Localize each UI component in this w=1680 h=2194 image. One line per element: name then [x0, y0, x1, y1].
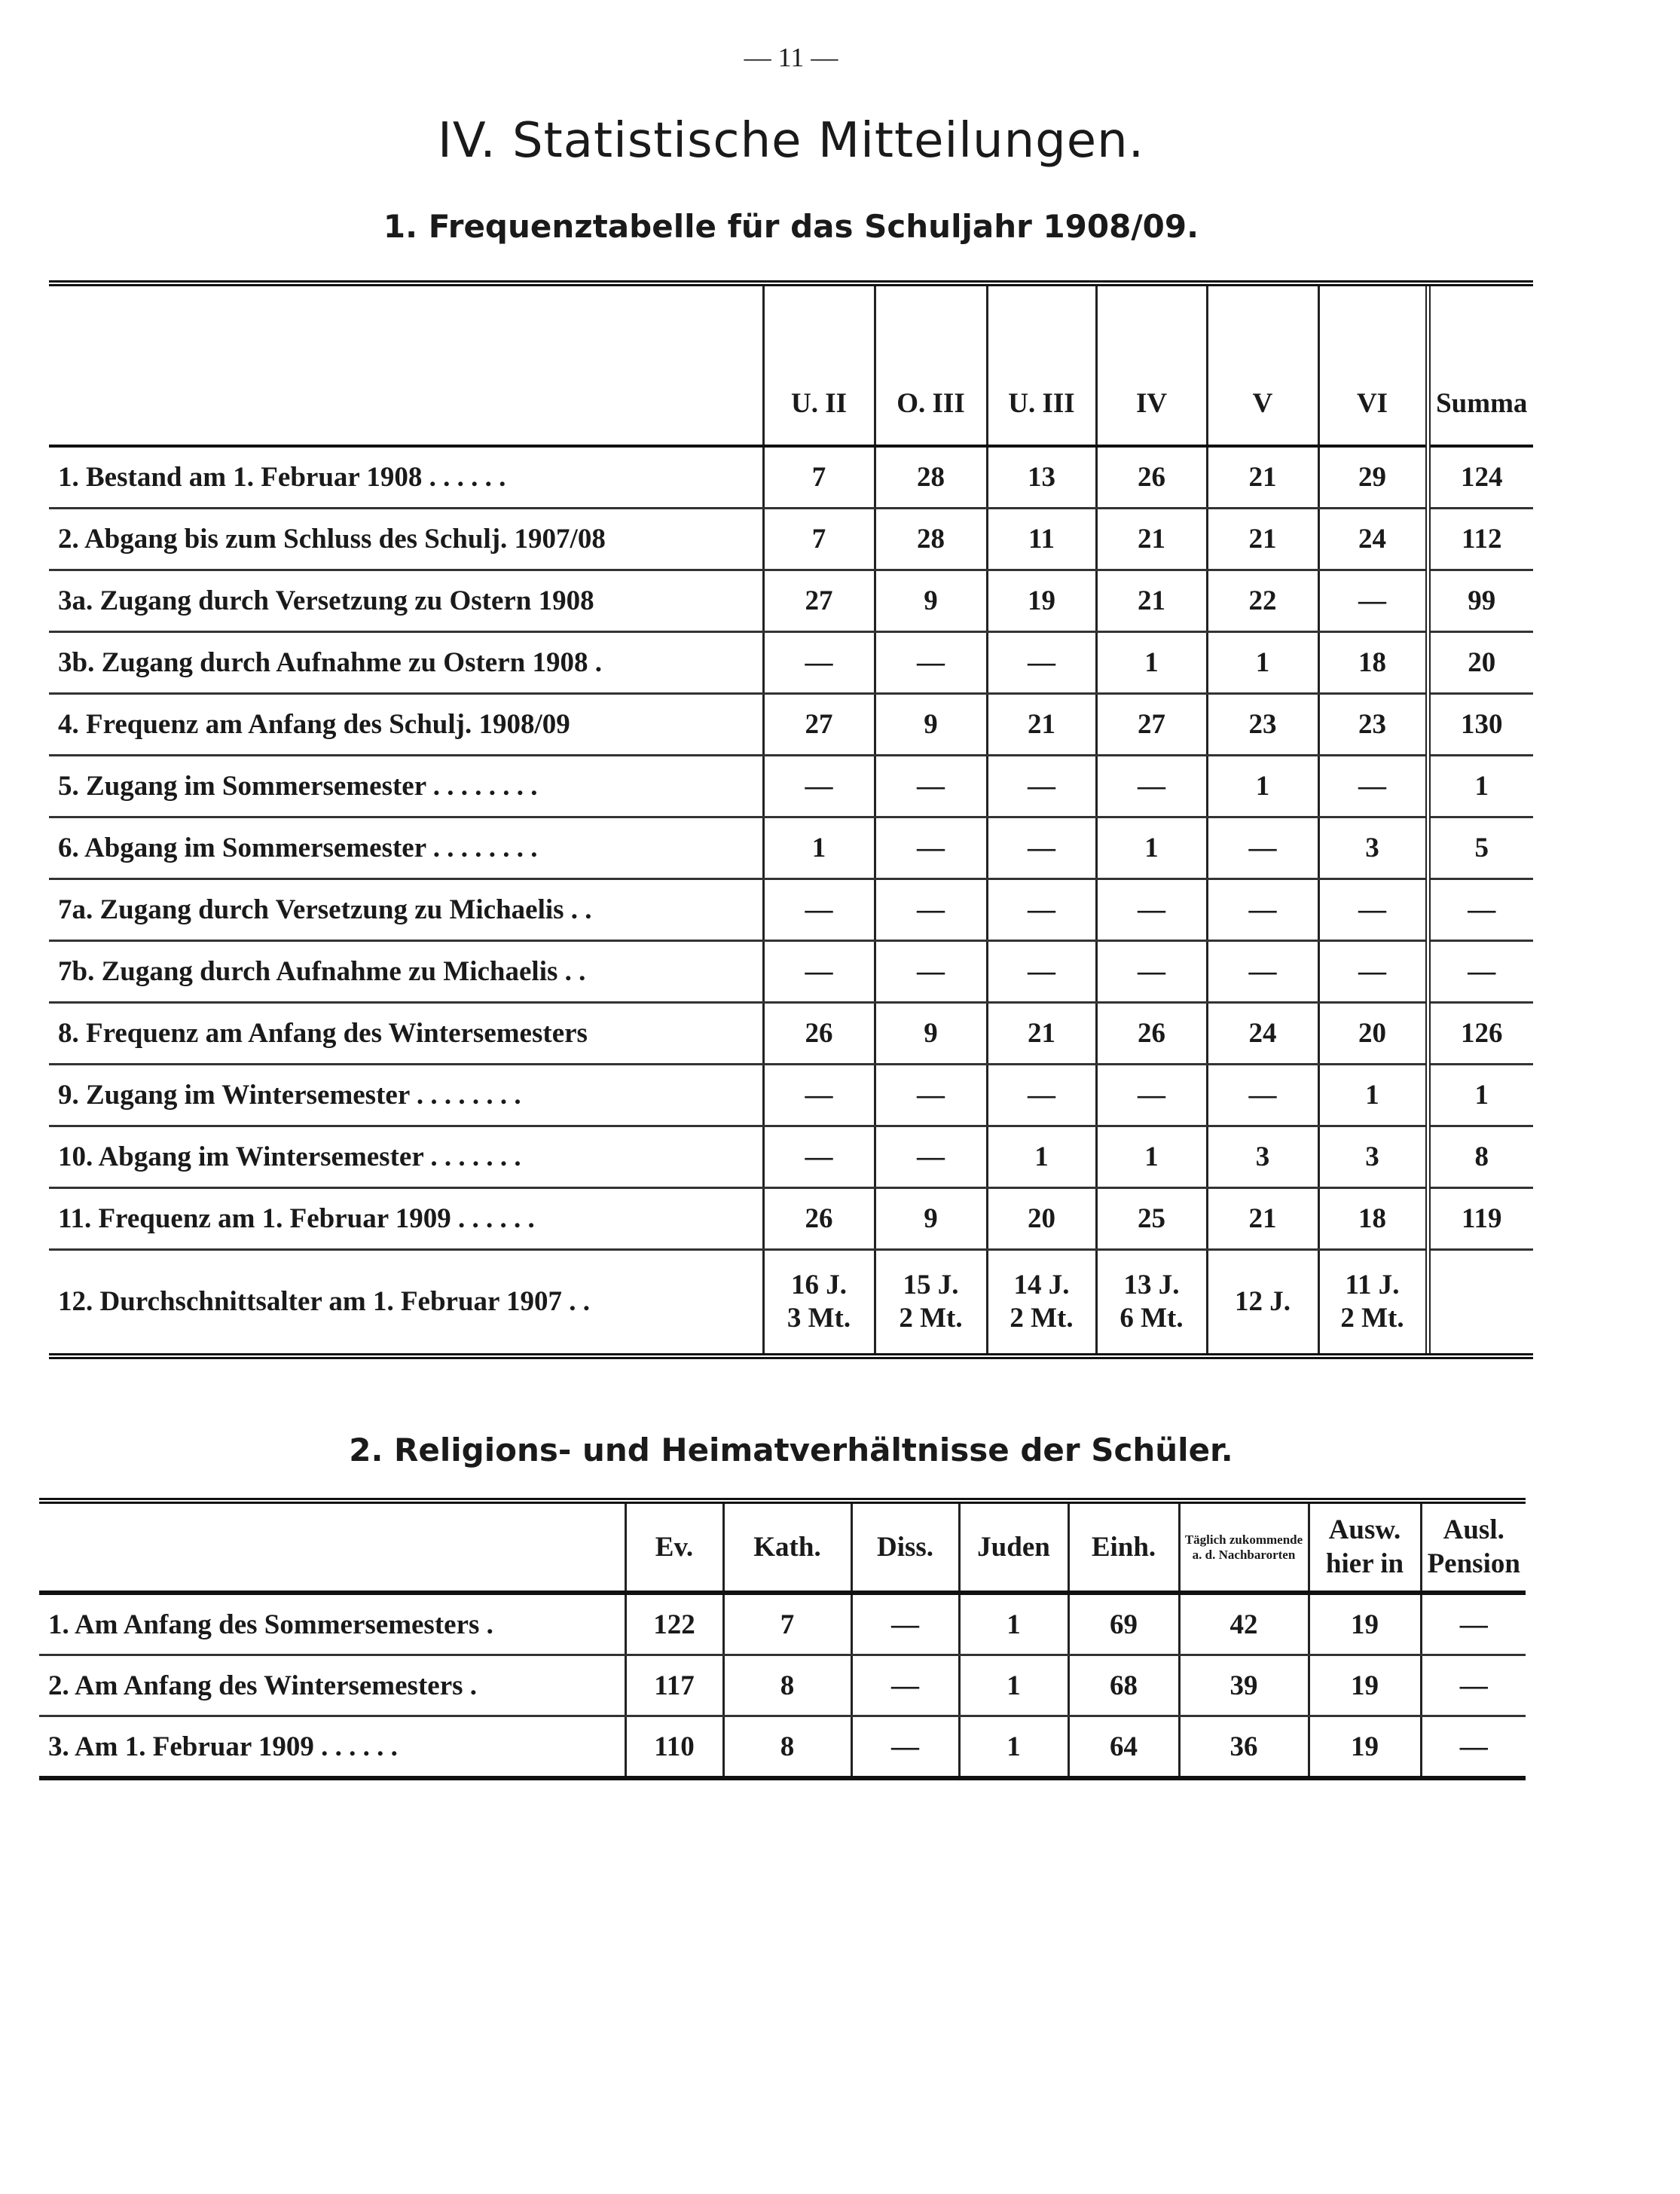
table-cell: 1	[1318, 1065, 1428, 1126]
table-cell: —	[763, 941, 875, 1003]
frequency-table	[49, 280, 1533, 1359]
table-row	[49, 879, 1533, 941]
table-cell: 20	[1318, 1003, 1428, 1065]
table-cell: 7	[763, 446, 875, 509]
table-cell: 21	[1096, 570, 1207, 632]
row-label: 10. Abgang im Wintersemester . . . . . . .	[49, 1126, 763, 1188]
table-cell: 1	[763, 817, 875, 879]
table-cell: 21	[1207, 1188, 1318, 1250]
column-header: Summa	[1428, 362, 1533, 446]
age-months: 3 Mt.	[787, 1303, 851, 1334]
table-cell: 42	[1179, 1593, 1309, 1655]
table-cell: —	[987, 632, 1096, 694]
table-cell: 19	[987, 570, 1096, 632]
table-cell: —	[851, 1716, 959, 1779]
row-label: 1. Bestand am 1. Februar 1908 . . . . . .	[49, 446, 763, 509]
table-cell: 23	[1207, 694, 1318, 756]
column-header: Täglich zukommende a. d. Nachbarorten	[1179, 1501, 1309, 1593]
table-cell: —	[851, 1655, 959, 1716]
table-cell: —	[1428, 879, 1533, 941]
table-cell: 9	[875, 694, 987, 756]
row-label: 3a. Zugang durch Versetzung zu Ostern 1908	[49, 570, 763, 632]
table-row	[39, 1716, 1526, 1779]
table-cell: —	[763, 632, 875, 694]
table-cell: 24	[1318, 509, 1428, 570]
table-cell: —	[1096, 1065, 1207, 1126]
section2-title: 2. Religions- und Heimatverhältnisse der Schüler.	[349, 1432, 1233, 1468]
table-cell: —	[875, 1065, 987, 1126]
table-cell: 1	[959, 1716, 1068, 1779]
row-label: 2. Am Anfang des Wintersemesters .	[39, 1655, 625, 1716]
column-header: Ausw. hier in	[1309, 1501, 1421, 1593]
row-label: 1. Am Anfang des Sommersemesters .	[39, 1593, 625, 1655]
table-cell: 13	[987, 446, 1096, 509]
table-row	[39, 1593, 1526, 1655]
table-cell: 1	[1096, 1126, 1207, 1188]
column-header: IV	[1096, 362, 1207, 446]
table-row	[49, 817, 1533, 879]
section1-title: 1. Frequenztabelle für das Schuljahr 1908/09.	[383, 208, 1199, 245]
table-cell: 1	[1428, 1065, 1533, 1126]
column-header: Kath.	[723, 1501, 851, 1593]
table-cell: 26	[763, 1003, 875, 1065]
table-cell: 9	[875, 1003, 987, 1065]
table-cell: —	[875, 632, 987, 694]
row-label: 3. Am 1. Februar 1909 . . . . . .	[39, 1716, 625, 1779]
table-cell: —	[1421, 1655, 1526, 1716]
age-years: 12 J.	[1235, 1285, 1291, 1317]
table-row	[49, 1188, 1533, 1250]
age-months: 6 Mt.	[1119, 1303, 1184, 1334]
table-cell: 27	[1096, 694, 1207, 756]
table-cell: 68	[1068, 1655, 1179, 1716]
table-cell: 1	[1096, 817, 1207, 879]
table-cell: 28	[875, 509, 987, 570]
table-cell: 22	[1207, 570, 1318, 632]
column-header: Diss.	[851, 1501, 959, 1593]
table-row	[39, 1655, 1526, 1716]
table-cell: —	[1096, 756, 1207, 817]
age-years: 11 J.	[1345, 1269, 1400, 1300]
table-cell: 7	[723, 1593, 851, 1655]
table-cell: —	[1096, 879, 1207, 941]
table-cell: 1	[987, 1126, 1096, 1188]
table-cell: 8	[1428, 1126, 1533, 1188]
row-label: 7a. Zugang durch Versetzung zu Michaelis . .	[49, 879, 763, 941]
table-cell: —	[987, 941, 1096, 1003]
table-cell: 27	[763, 694, 875, 756]
table-cell: 1	[1096, 632, 1207, 694]
age-months: 2 Mt.	[1340, 1303, 1404, 1334]
table-row	[49, 570, 1533, 632]
table-cell: 69	[1068, 1593, 1179, 1655]
table-cell: —	[1318, 879, 1428, 941]
table-cell: 24	[1207, 1003, 1318, 1065]
row-label: 9. Zugang im Wintersemester . . . . . . . .	[49, 1065, 763, 1126]
table-cell: —	[1318, 570, 1428, 632]
table-cell: 27	[763, 570, 875, 632]
table-cell: —	[1421, 1593, 1526, 1655]
table-cell: —	[1207, 1065, 1318, 1126]
table-cell: 1	[1428, 756, 1533, 817]
table-row	[49, 694, 1533, 756]
table-cell: —	[1207, 817, 1318, 879]
table-cell: —	[763, 756, 875, 817]
age-months: 2 Mt.	[1010, 1303, 1074, 1334]
table-cell: 21	[987, 1003, 1096, 1065]
header-gap-row	[49, 283, 1533, 362]
header-row	[39, 1501, 1526, 1593]
table-cell: 3	[1318, 1126, 1428, 1188]
table-cell	[763, 1250, 875, 1357]
table-cell: 18	[1318, 632, 1428, 694]
table-cell: 99	[1428, 570, 1533, 632]
column-header: Einh.	[1068, 1501, 1179, 1593]
table-cell: 1	[1207, 632, 1318, 694]
age-years: 16 J.	[791, 1269, 847, 1300]
table-cell: 7	[763, 509, 875, 570]
row-label: 8. Frequenz am Anfang des Wintersemesters	[49, 1003, 763, 1065]
table-cell: 1	[959, 1593, 1068, 1655]
table-cell: 39	[1179, 1655, 1309, 1716]
table-row	[49, 1003, 1533, 1065]
header-row	[49, 362, 1533, 446]
table-cell: 9	[875, 1188, 987, 1250]
column-header: O. III	[875, 362, 987, 446]
table-cell: 21	[987, 694, 1096, 756]
column-header: Ev.	[625, 1501, 723, 1593]
table-cell: —	[1318, 941, 1428, 1003]
table-cell: 126	[1428, 1003, 1533, 1065]
table-cell: —	[1096, 941, 1207, 1003]
column-header: Ausl. Pension	[1421, 1501, 1526, 1593]
table-cell	[1318, 1250, 1428, 1357]
table-cell: 23	[1318, 694, 1428, 756]
table-cell: 20	[987, 1188, 1096, 1250]
table-cell: 28	[875, 446, 987, 509]
age-years: 14 J.	[1013, 1269, 1070, 1300]
table-cell: —	[875, 756, 987, 817]
table-cell: 119	[1428, 1188, 1533, 1250]
table-cell: 21	[1096, 509, 1207, 570]
table-row	[49, 509, 1533, 570]
table-cell	[1207, 1250, 1318, 1357]
table-cell: —	[763, 1065, 875, 1126]
row-label: 3b. Zugang durch Aufnahme zu Ostern 1908 .	[49, 632, 763, 694]
table-cell: —	[1318, 756, 1428, 817]
column-header: Juden	[959, 1501, 1068, 1593]
table-cell: —	[987, 817, 1096, 879]
table-cell: 110	[625, 1716, 723, 1779]
table-cell: —	[1421, 1716, 1526, 1779]
table-cell: 29	[1318, 446, 1428, 509]
table-cell: 26	[1096, 1003, 1207, 1065]
table-cell: 20	[1428, 632, 1533, 694]
table-cell: 5	[1428, 817, 1533, 879]
table-cell: 1	[959, 1655, 1068, 1716]
table-cell	[875, 1250, 987, 1357]
table-cell: —	[875, 817, 987, 879]
table-cell: 19	[1309, 1593, 1421, 1655]
table-cell: 64	[1068, 1716, 1179, 1779]
column-header: VI	[1318, 362, 1428, 446]
row-label: 7b. Zugang durch Aufnahme zu Michaelis . .	[49, 941, 763, 1003]
table-cell: —	[987, 1065, 1096, 1126]
table-row	[49, 446, 1533, 509]
page-title: IV. Statistische Mitteilungen.	[437, 113, 1145, 169]
table-cell: 8	[723, 1716, 851, 1779]
table-cell: —	[875, 1126, 987, 1188]
table-cell	[987, 1250, 1096, 1357]
table-cell: 3	[1318, 817, 1428, 879]
religion-table	[39, 1498, 1526, 1780]
table-cell: —	[987, 879, 1096, 941]
table-cell: —	[851, 1593, 959, 1655]
table-row	[49, 756, 1533, 817]
table-cell: 112	[1428, 509, 1533, 570]
table-cell: 11	[987, 509, 1096, 570]
age-months: 2 Mt.	[899, 1303, 963, 1334]
table-cell: 8	[723, 1655, 851, 1716]
table-cell: 18	[1318, 1188, 1428, 1250]
row-label: 2. Abgang bis zum Schluss des Schulj. 1907/08	[49, 509, 763, 570]
table-cell	[1096, 1250, 1207, 1357]
table-row-average-age	[49, 1250, 1533, 1357]
table-cell: 130	[1428, 694, 1533, 756]
table-cell: —	[1207, 941, 1318, 1003]
row-label: 6. Abgang im Sommersemester . . . . . . . .	[49, 817, 763, 879]
table-row	[49, 1065, 1533, 1126]
table-row	[49, 941, 1533, 1003]
table-cell: —	[987, 756, 1096, 817]
column-header: V	[1207, 362, 1318, 446]
table-cell: 124	[1428, 446, 1533, 509]
age-years: 15 J.	[903, 1269, 959, 1300]
table-row	[49, 632, 1533, 694]
table-cell: —	[763, 879, 875, 941]
table-cell: 21	[1207, 509, 1318, 570]
table-cell: —	[875, 879, 987, 941]
row-label: 11. Frequenz am 1. Februar 1909 . . . . . .	[49, 1188, 763, 1250]
table-cell: 36	[1179, 1716, 1309, 1779]
page-number: — 11 —	[744, 42, 838, 72]
table-cell: 25	[1096, 1188, 1207, 1250]
table-cell: 9	[875, 570, 987, 632]
table-cell	[1428, 1250, 1533, 1357]
row-label: 12. Durchschnittsalter am 1. Februar 1907 . .	[49, 1250, 763, 1357]
row-label: 4. Frequenz am Anfang des Schulj. 1908/09	[49, 694, 763, 756]
table-cell: —	[875, 941, 987, 1003]
table-cell: —	[763, 1126, 875, 1188]
table-cell: 117	[625, 1655, 723, 1716]
table-cell: 122	[625, 1593, 723, 1655]
table-cell: 26	[763, 1188, 875, 1250]
table-cell: 1	[1207, 756, 1318, 817]
table-cell: 21	[1207, 446, 1318, 509]
table-cell: 19	[1309, 1716, 1421, 1779]
table-row	[49, 1126, 1533, 1188]
column-header: U. III	[987, 362, 1096, 446]
age-years: 13 J.	[1123, 1269, 1180, 1300]
row-label: 5. Zugang im Sommersemester . . . . . . . .	[49, 756, 763, 817]
table-cell: —	[1207, 879, 1318, 941]
table-cell: 3	[1207, 1126, 1318, 1188]
table-cell: 19	[1309, 1655, 1421, 1716]
table-cell: —	[1428, 941, 1533, 1003]
column-header: U. II	[763, 362, 875, 446]
table-cell: 26	[1096, 446, 1207, 509]
